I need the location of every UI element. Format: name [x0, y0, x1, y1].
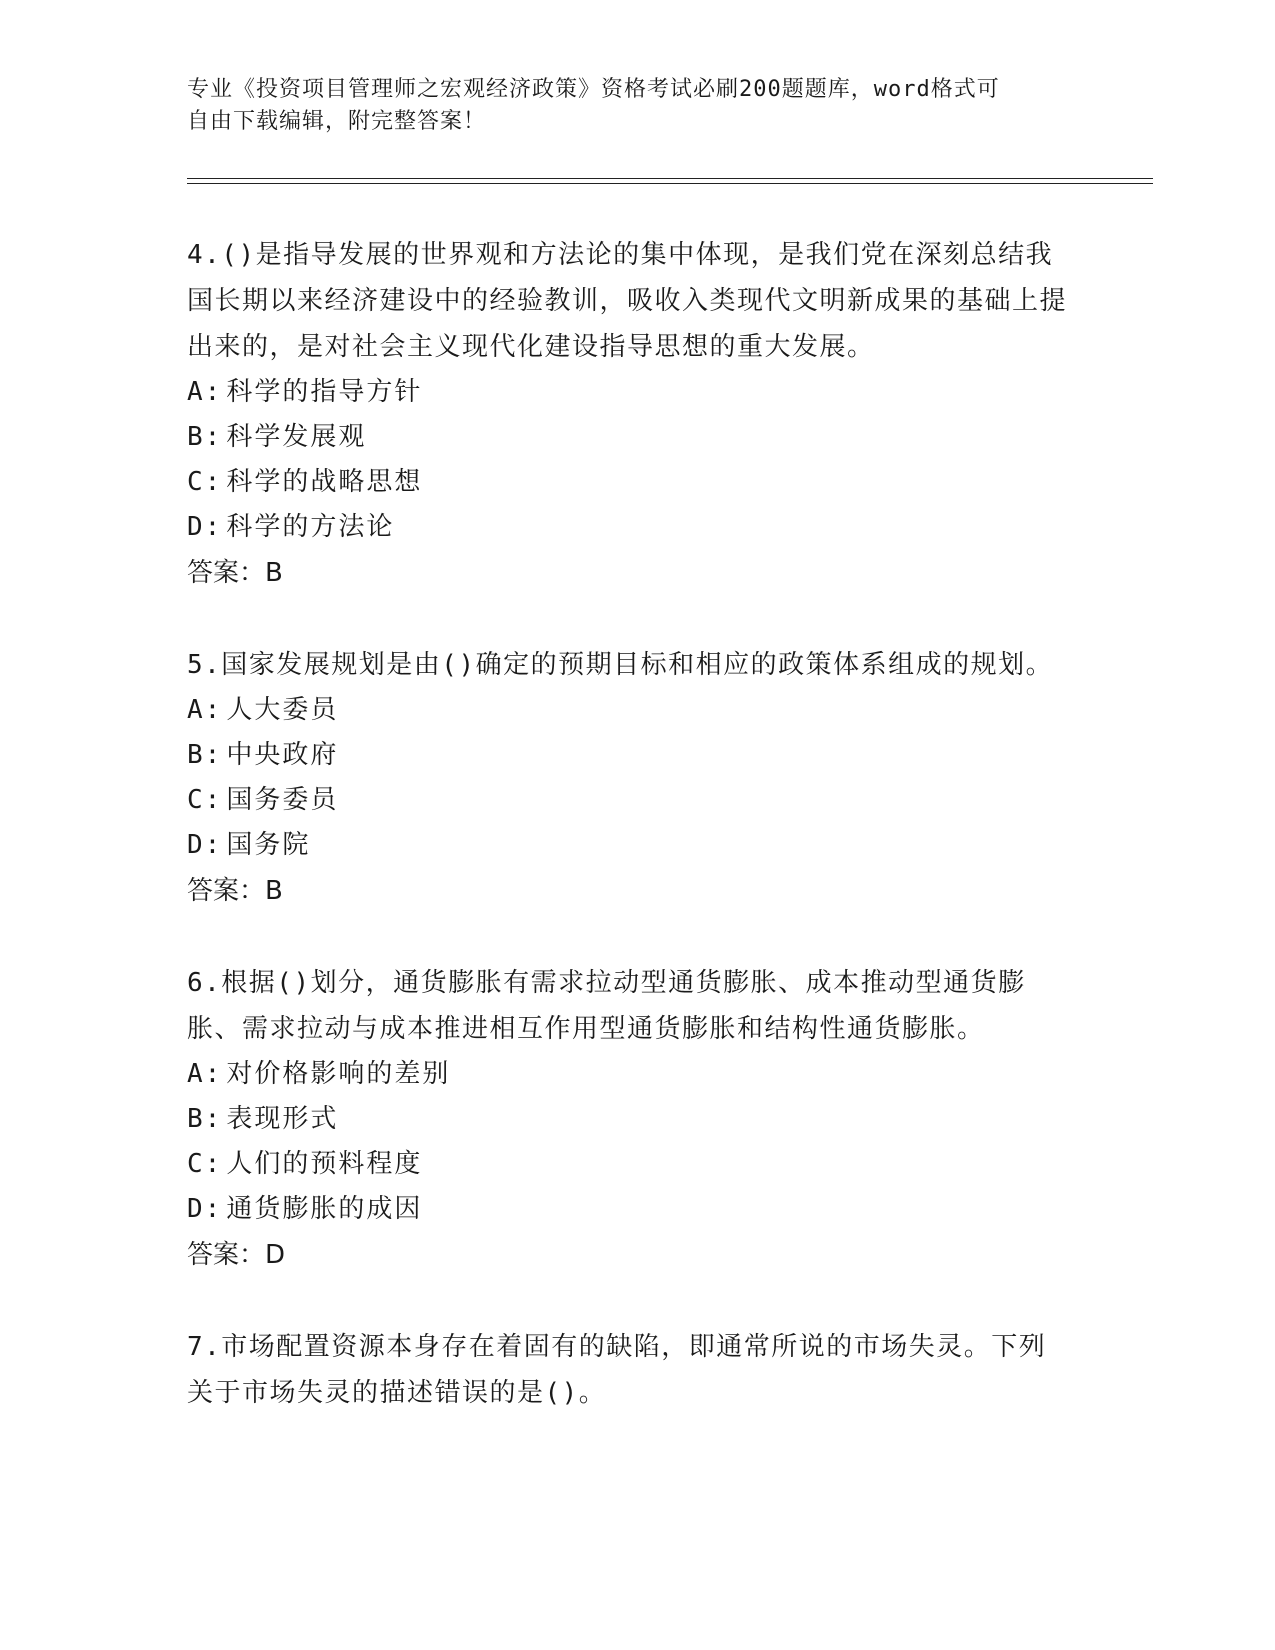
option-a	[187, 688, 1067, 733]
option-text: 人们的预料程度	[226, 1149, 423, 1179]
option-b	[187, 1097, 1067, 1142]
option-d	[187, 823, 1067, 868]
option-key: D:	[187, 512, 223, 542]
option-c	[187, 460, 1067, 505]
option-text: 中央政府	[226, 740, 339, 770]
option-b	[187, 733, 1067, 778]
option-key: A:	[187, 695, 223, 725]
option-d	[187, 505, 1067, 550]
answer: 答案：B	[187, 558, 283, 588]
question-6	[187, 960, 1067, 1278]
option-text: 科学发展观	[226, 422, 367, 452]
header-divider	[187, 178, 1153, 184]
document-header	[187, 74, 1067, 138]
option-b	[187, 415, 1067, 460]
option-text: 科学的方法论	[226, 512, 395, 542]
option-c	[187, 1142, 1067, 1187]
option-c	[187, 778, 1067, 823]
option-key: D:	[187, 1194, 223, 1224]
option-key: C:	[187, 467, 223, 497]
option-text: 科学的战略思想	[226, 467, 423, 497]
question-list	[187, 232, 1067, 1462]
option-key: B:	[187, 1104, 223, 1134]
answer: 答案：B	[187, 876, 283, 906]
option-key: B:	[187, 422, 223, 452]
option-key: A:	[187, 377, 223, 407]
header-line-1: 专业《投资项目管理师之宏观经济政策》资格考试必刷200题题库，word格式可	[187, 77, 1000, 102]
option-key: D:	[187, 830, 223, 860]
option-a	[187, 370, 1067, 415]
option-text: 国务委员	[226, 785, 339, 815]
option-text: 表现形式	[226, 1104, 339, 1134]
question-text: 7.市场配置资源本身存在着固有的缺陷，即通常所说的市场失灵。下列关于市场失灵的描述错误的是()。	[187, 1332, 1047, 1408]
answer: 答案：D	[187, 1240, 286, 1270]
option-text: 科学的指导方针	[226, 377, 423, 407]
question-text: 6.根据()划分，通货膨胀有需求拉动型通货膨胀、成本推动型通货膨胀、需求拉动与成本推进相互作用型通货膨胀和结构性通货膨胀。	[187, 968, 1026, 1044]
option-text: 对价格影响的差别	[226, 1059, 451, 1089]
option-text: 国务院	[226, 830, 311, 860]
option-key: A:	[187, 1059, 223, 1089]
option-text: 人大委员	[226, 695, 339, 725]
option-a	[187, 1052, 1067, 1097]
question-text: 5.国家发展规划是由()确定的预期目标和相应的政策体系组成的规划。	[187, 650, 1054, 680]
question-text: 4.()是指导发展的世界观和方法论的集中体现，是我们党在深刻总结我国长期以来经济建设中的经验教训，吸收入类现代文明新成果的基础上提出来的，是对社会主义现代化建设指导思想的重大发展。	[187, 240, 1068, 362]
question-4	[187, 232, 1067, 596]
option-key: C:	[187, 1149, 223, 1179]
header-line-2: 自由下载编辑，附完整答案！	[187, 109, 487, 134]
question-7	[187, 1324, 1067, 1416]
option-key: C:	[187, 785, 223, 815]
option-key: B:	[187, 740, 223, 770]
option-text: 通货膨胀的成因	[226, 1194, 423, 1224]
option-d	[187, 1187, 1067, 1232]
question-5	[187, 642, 1067, 914]
